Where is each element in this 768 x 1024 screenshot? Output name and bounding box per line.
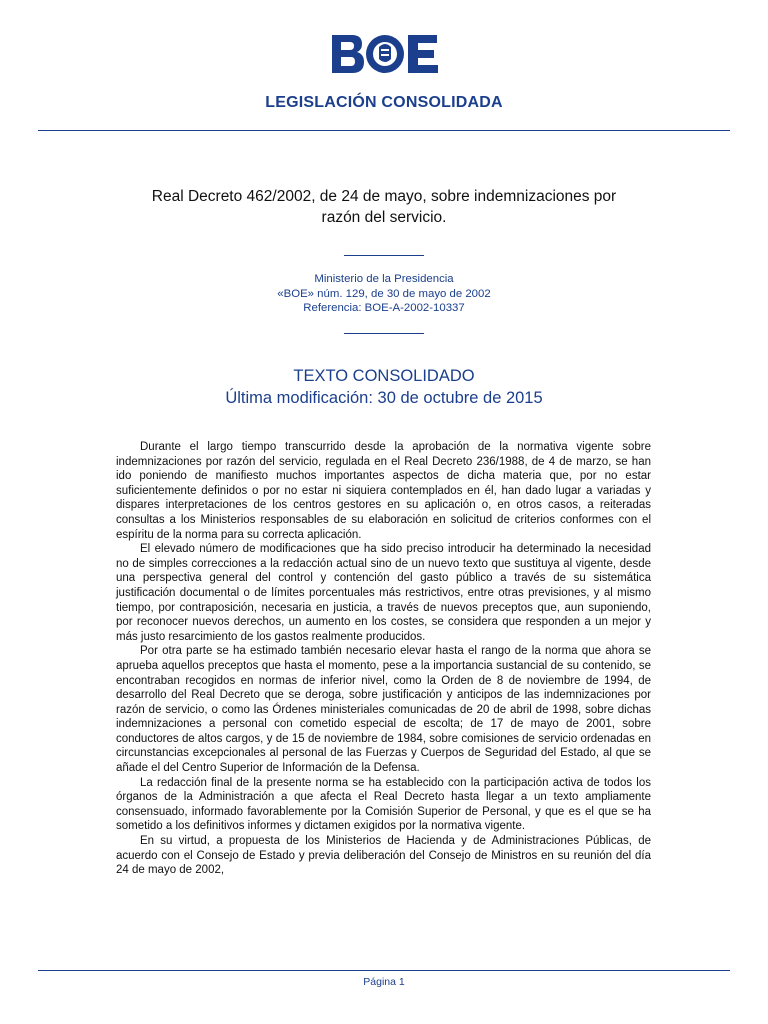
body-paragraph: La redacción final de la presente norma se ha establecido con la participación activa de todos los órganos de la Administración a que afecta el Real Decreto hasta llegar a un texto ampliamente consensuado, informado favorablemente por la Comisión Superior de Personal, y que es el que se ha sometido a los definitivos informes y dictamen exigidos por la normativa vigente.	[116, 776, 651, 833]
consolidated-label: TEXTO CONSOLIDADO	[293, 367, 475, 385]
document-metadata	[0, 272, 768, 316]
gazette-label: «BOE» núm. 129, de 30 de mayo de 2002	[277, 287, 491, 300]
body-paragraph: Por otra parte se ha estimado también necesario elevar hasta el rango de la norma que ahora se aprueba aquellos preceptos que hasta el momento, pese a la importancia sustancial de su contenido, se encontraban recogidos en normas de inferior nivel, como la Orden de 8 de noviembre de 1994, de desarrollo del Real Decreto que se deroga, sobre justificación y anticipos de las indemnizaciones por razón de servicio, o como las Órdenes ministeriales comunicadas de 20 de abril de 1998, sobre dichas indemnizaciones a personal con cometido especial de escolta; de 17 de mayo de 2001, sobre conductores de altos cargos, y de 15 de noviembre de 1984, sobre comisiones de servicio ordenadas en circunstancias excepcionales al personal de las Fuerzas y Cuerpos de Seguridad del Estado, al que se añade el del Centro Superior de Información de la Defensa.	[116, 645, 651, 775]
document-body	[116, 440, 651, 878]
collection-title: LEGISLACIÓN CONSOLIDADA	[265, 94, 503, 111]
body-paragraph: Durante el largo tiempo transcurrido desde la aprobación de la normativa vigente sobre indemnizaciones por razón del servicio, regulada en el Real Decreto 236/1988, de 4 de marzo, se han ido poniendo de manifiesto muchos importantes aspectos de dicha materia que, por no estar suficientemente definidos o por no estar ni siquiera contemplados en él, han dado lugar a variadas y dispares interpretaciones de los centros gestores en su aplicación o, en otros casos, a reiteradas consultas a los Ministerios responsables de su elaboración en solicitud de criterios conformes con el espíritu de la norma para su correcta aplicación.	[116, 441, 651, 541]
body-paragraph: En su virtud, a propuesta de los Ministerios de Hacienda y de Administraciones Públicas, de acuerdo con el Consejo de Estado y previa deliberación del Consejo de Ministros en su reunión del día 24 de mayo de 2002,	[116, 835, 651, 877]
meta-divider-top	[344, 255, 424, 256]
document-title	[120, 186, 648, 228]
last-modified-label: Última modificación: 30 de octubre de 2015	[225, 389, 543, 407]
boe-logo	[330, 33, 440, 75]
consolidated-header	[0, 365, 768, 409]
document-title-line1: Real Decreto 462/2002, de 24 de mayo, sobre indemnizaciones por	[151, 188, 617, 205]
boe-logo-mark	[330, 33, 440, 75]
header-divider	[38, 130, 730, 131]
body-paragraph: El elevado número de modificaciones que ha sido preciso introducir ha determinado la necesidad no de simples correcciones a la redacción actual sino de un nuevo texto que sustituya al vigente, desde una perspectiva general del control y contención del gasto público a través de su sistemática justificación documental o de límites porcentuales más restrictivos, entre otras previsiones, y al mismo tiempo, por contraposición, necesaria en justicia, a través de nuevos preceptos que, aun suponiendo, por reconocer nuevos derechos, un aumento en los costes, se considera que responden a un mejor y más justo resarcimiento de los gastos realmente producidos.	[116, 543, 651, 643]
page-number: Página 1	[363, 976, 405, 988]
footer-divider	[38, 970, 730, 971]
reference-label: Referencia: BOE-A-2002-10337	[303, 302, 465, 314]
ministry-label: Ministerio de la Presidencia	[314, 273, 454, 285]
document-title-line2: razón del servicio.	[321, 209, 447, 226]
meta-divider-bottom	[344, 333, 424, 334]
